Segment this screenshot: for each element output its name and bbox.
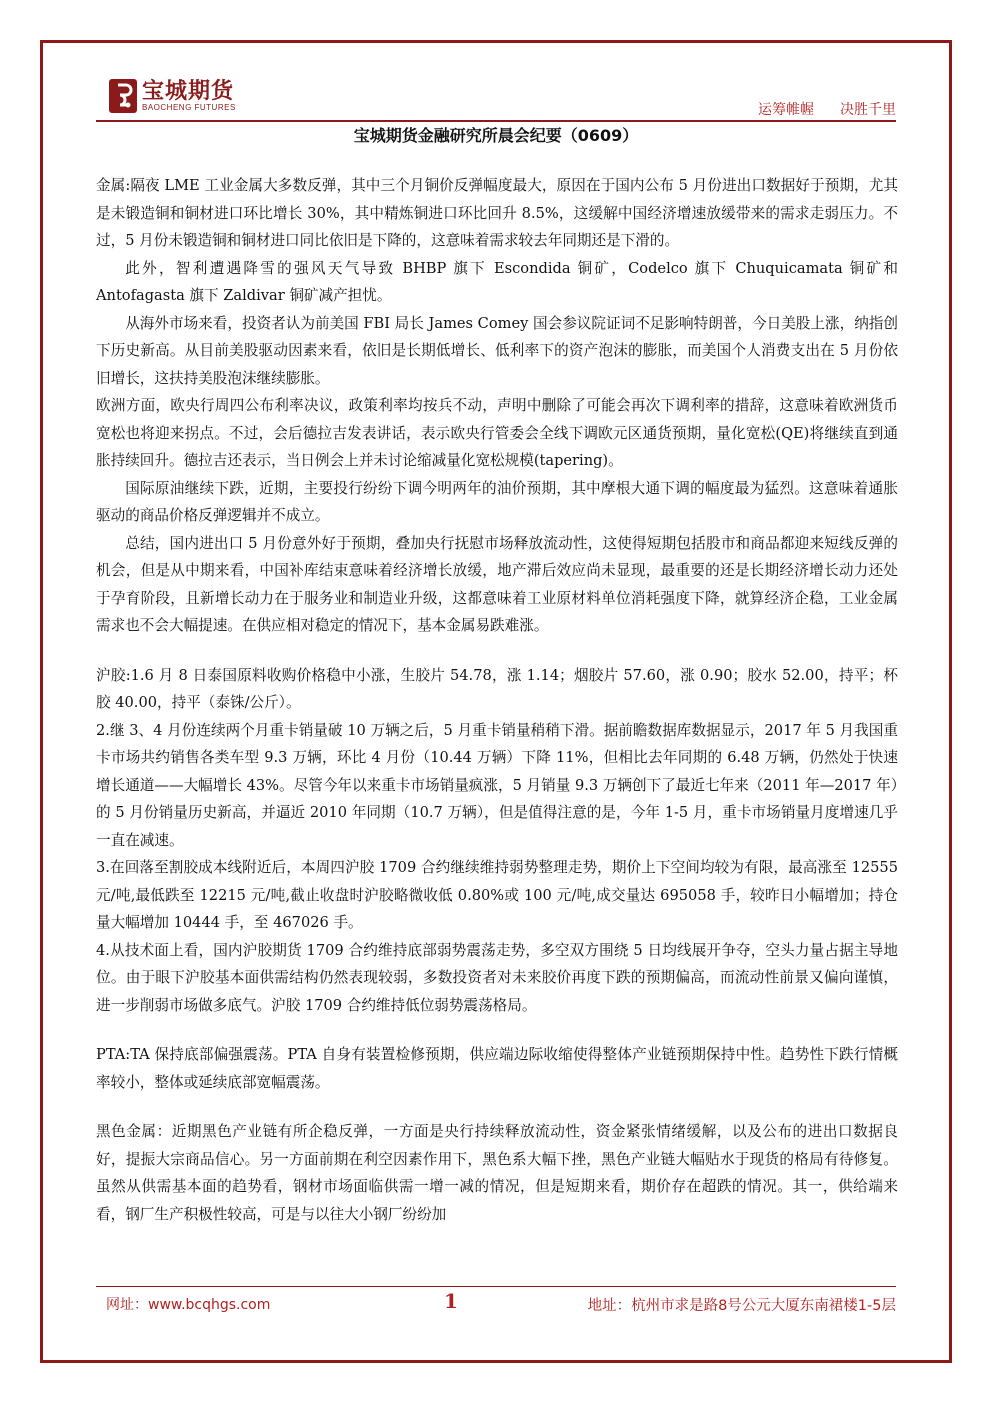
- paragraph-ferrous: 黑色金属：近期黑色产业链有所企稳反弹，一方面是央行持续释放流动性，资金紧张情绪缓解，以及公布的进出口数据良好，提振大宗商品信心。另一方面前期在利空因素作用下，黑色系大幅下挫，黑色产业链大幅贴水于现货的格局有待修复。虽然从供需基本面的趋势看，钢材市场面临供需一增一减的情况，但是短期来看，期价存在超跌的情况。其一，供给端来看，钢厂生产积极性较高，可是与以往大小钢厂纷纷加: [96, 1123, 898, 1223]
- footer-address: 地址：杭州市求是路8号公元大厦东南裙楼1-5层: [587, 1298, 896, 1314]
- header-motto: [732, 99, 896, 119]
- section-gap: [96, 1019, 898, 1041]
- header-rule: [96, 120, 896, 122]
- page-number: 1: [444, 1289, 458, 1313]
- document-title: 宝城期货金融研究所晨会纪要（0609）: [353, 126, 639, 145]
- footer-website-link[interactable]: 网址：www.bcqhgs.com: [106, 1297, 271, 1313]
- baocheng-logo-icon: [108, 78, 138, 114]
- paragraph-chile-copper: 此外，智利遭遇降雪的强风天气导致 BHBP 旗下 Escondida 铜矿，Codelco 旗下 Chuquicamata 铜矿和 Antofagasta 旗下 Zaldivar 铜矿减产担忧。: [96, 259, 898, 304]
- paragraph-overseas-market: 从海外市场来看，投资者认为前美国 FBI 局长 James Comey 国会参议院证词不足影响特朗普，今日美股上涨，纳指创下历史新高。从目前美股驱动因素来看，依旧是长期低增长、低利率下的资产泡沫的膨胀，而美国个人消费支出在 5 月份依旧增长，这扶持美股泡沫继续膨胀。: [96, 314, 898, 387]
- page-footer: [96, 1286, 896, 1314]
- paragraph-crude-oil: 国际原油继续下跌，近期，主要投行纷纷下调今明两年的油价预期，其中摩根大通下调的幅度最为猛烈。这意味着通胀驱动的商品价格反弹逻辑并不成立。: [96, 479, 898, 524]
- motto-part-2: 决胜千里: [840, 102, 896, 118]
- logo-english-name: BAOCHENG FUTURES: [142, 103, 236, 112]
- section-gap: [96, 1096, 898, 1118]
- paragraph-europe: 欧洲方面，欧央行周四公布利率决议，政策利率均按兵不动，声明中删除了可能会再次下调利率的措辞，这意味着欧洲货币宽松也将迎来拐点。不过，会后德拉吉发表讲话，表示欧央行管委会全线下调欧元区通货预期，量化宽松(QE)将继续直到通胀持续回升。德拉吉还表示，当日例会上并未讨论缩减量化宽松规模(tapering)。: [96, 397, 898, 469]
- logo-chinese-name: 宝城期货: [142, 78, 235, 104]
- company-logo: [108, 76, 236, 116]
- section-gap: [96, 640, 898, 662]
- paragraph-rubber-3: 3.在回落至割胶成本线附近后，本周四沪胶 1709 合约继续维持弱势整理走势，期价上下空间均较为有限，最高涨至 12555 元/吨,最低跌至 12215 元/吨,截止收盘时沪胶略微收低 0.80%或 100 元/吨,成交量达 695058 手，较昨日小幅增加；持仓量大幅增加 10444 手，至 467026 手。: [96, 859, 898, 931]
- paragraph-pta: PTA:TA 保持底部偏强震荡。PTA 自身有装置检修预期，供应端边际收缩使得整体产业链预期保持中性。趋势性下跌行情概率较小，整体或延续底部宽幅震荡。: [96, 1046, 898, 1091]
- paragraph-rubber-1: 沪胶:1.6 月 8 日泰国原料收购价格稳中小涨，生胶片 54.78，涨 1.14；烟胶片 57.60，涨 0.90；胶水 52.00，持平；杯胶 40.00，持平（泰铢/公斤）。: [96, 666, 898, 711]
- document-body: [96, 172, 898, 1228]
- paragraph-rubber-4: 4.从技术面上看，国内沪胶期货 1709 合约维持底部弱势震荡走势，多空双方围绕 5 日均线展开争夺，空头力量占据主导地位。由于眼下沪胶基本面供需结构仍然表现较弱，多数投资者对未来胶价再度下跌的预期偏高，而流动性前景又偏向谨慎，进一步削弱市场做多底气。沪胶 1709 合约维持低位弱势震荡格局。: [96, 941, 898, 1014]
- paragraph-metals: 金属:隔夜 LME 工业金属大多数反弹，其中三个月铜价反弹幅度最大，原因在于国内公布 5 月份进出口数据好于预期，尤其是未锻造铜和铜材进口环比增长 30%，其中精炼铜进口环比回升 8.5%，这缓解中国经济增速放缓带来的需求走弱压力。不过，5 月份未锻造铜和铜材进口同比依旧是下降的，这意味着需求较去年同期还是下滑的。: [96, 177, 898, 249]
- paragraph-rubber-2: 2.继 3、4 月份连续两个月重卡销量破 10 万辆之后，5 月重卡销量稍稍下滑。据前瞻数据库数据显示，2017 年 5 月我国重卡市场共约销售各类车型 9.3 万辆，环比 4 月份（10.44 万辆）下降 11%，但相比去年同期的 6.48 万辆，仍然处于快速增长通道——大幅增长 43%。尽管今年以来重卡市场销量疯涨，5 月销量 9.3 万辆创下了最近七年来（2011 年—2017 年）的 5 月份销量历史新高，并逼近 2010 年同期（10.7 万辆），但是值得注意的是，今年 1-5 月，重卡市场销量月度增速几乎一直在减速。: [96, 721, 898, 849]
- paragraph-summary: 总结，国内进出口 5 月份意外好于预期，叠加央行抚慰市场释放流动性，这使得短期包括股市和商品都迎来短线反弹的机会，但是从中期来看，中国补库结束意味着经济增长放缓，地产滞后效应尚未显现，最重要的还是长期经济增长动力还处于孕育阶段，且新增长动力在于服务业和制造业升级，这都意味着工业原材料单位消耗强度下降，就算经济企稳，工业金属需求也不会大幅提速。在供应相对稳定的情况下，基本金属易跌难涨。: [96, 534, 898, 634]
- motto-part-1: 运筹帷幄: [758, 102, 814, 118]
